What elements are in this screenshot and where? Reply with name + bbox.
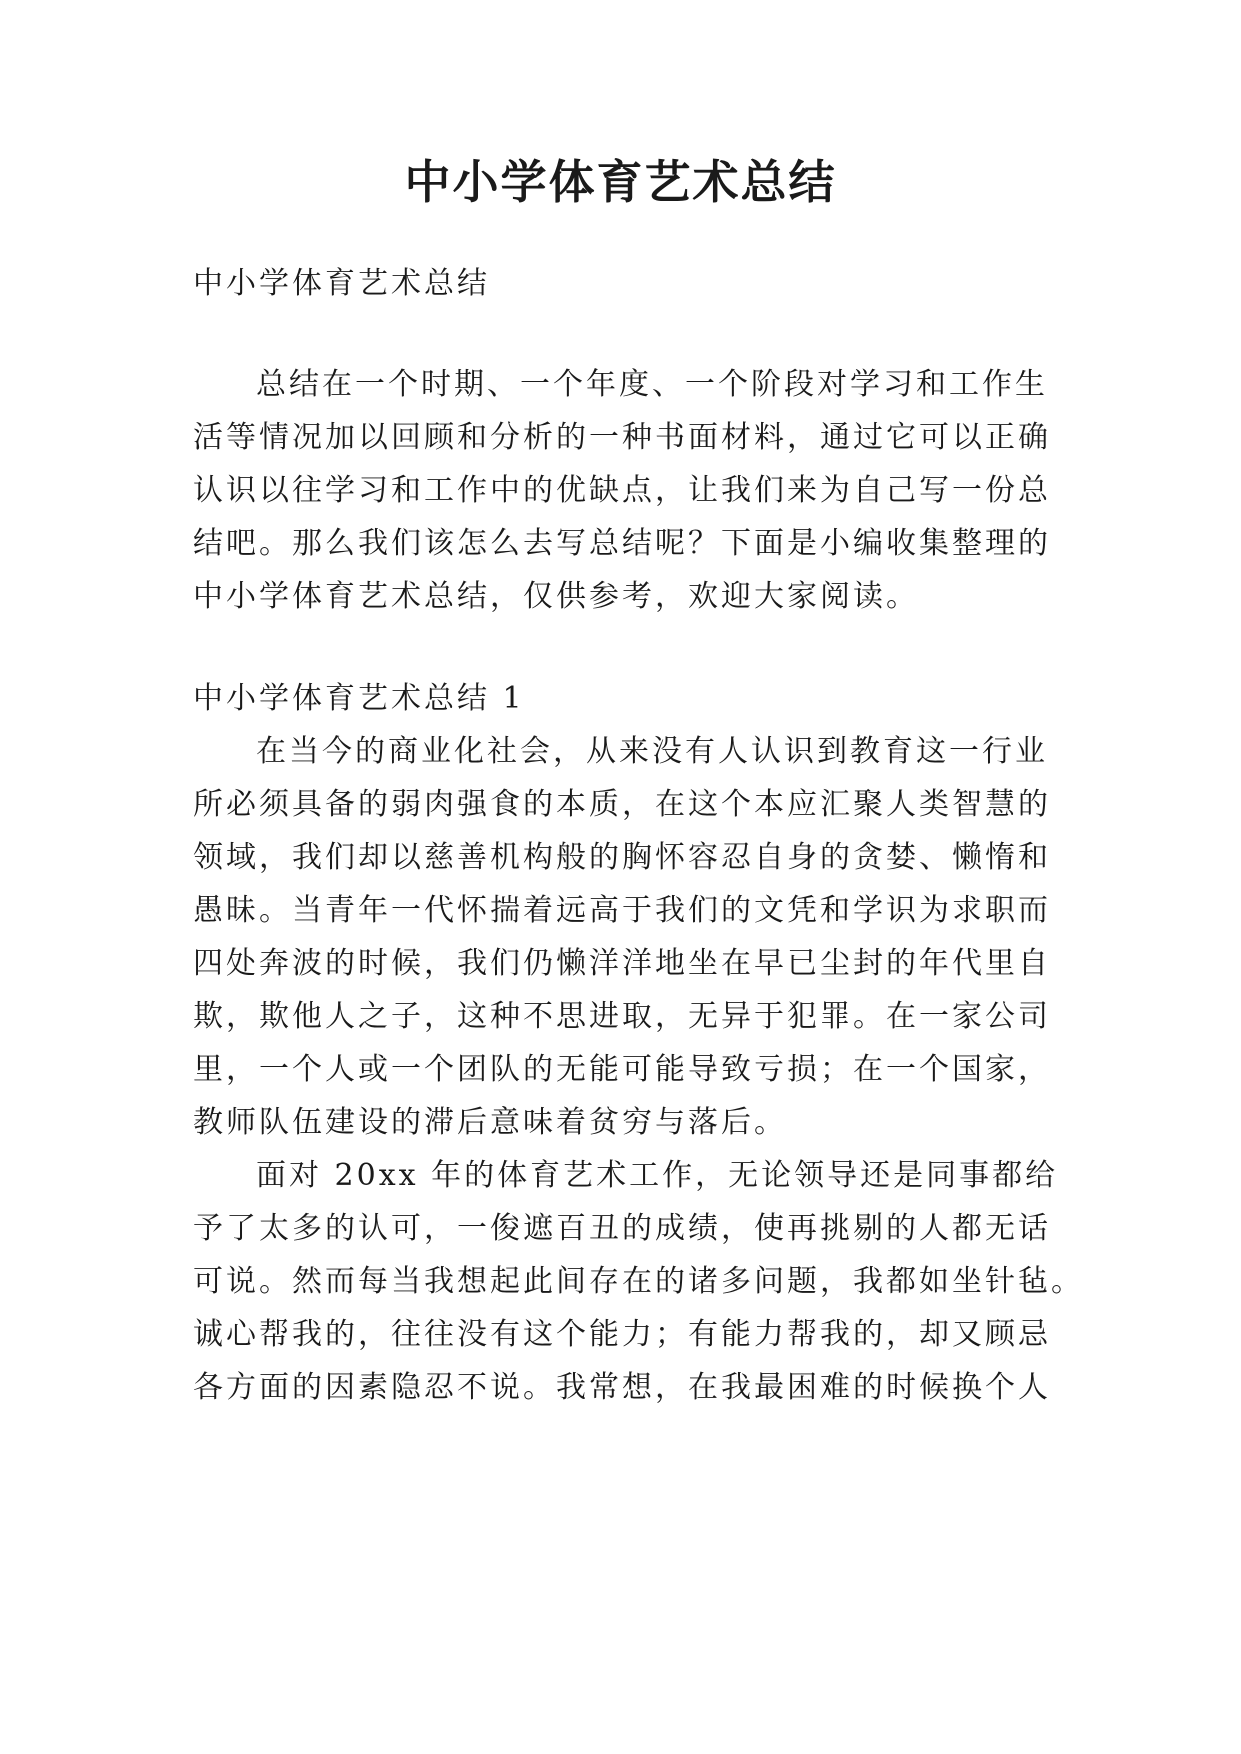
section-1-para-1-line-8: 教师队伍建设的滞后意味着贫穷与落后。 <box>193 1105 787 1140</box>
section-1-para-1-line-5: 四处奔波的时候，我们仍懒洋洋地坐在早已尘封的年代里自 <box>193 946 1051 981</box>
intro-line-4: 结吧。那么我们该怎么去写总结呢？下面是小编收集整理的 <box>193 526 1051 561</box>
section-1-para-1-line-7: 里，一个人或一个团队的无能可能导致亏损；在一个国家， <box>193 1052 1051 1087</box>
intro-line-5: 中小学体育艺术总结，仅供参考，欢迎大家阅读。 <box>193 579 919 614</box>
document-subtitle: 中小学体育艺术总结 <box>193 266 490 301</box>
section-1-para-1-line-6: 欺，欺他人之子，这种不思进取，无异于犯罪。在一家公司 <box>193 999 1051 1034</box>
intro-line-1: 总结在一个时期、一个年度、一个阶段对学习和工作生 <box>256 367 1048 402</box>
section-1-para-2-line-3: 可说。然而每当我想起此间存在的诸多问题，我都如坐针毡。 <box>193 1264 1084 1299</box>
section-1-para-2-line-2: 予了太多的认可，一俊遮百丑的成绩，使再挑剔的人都无话 <box>193 1211 1051 1246</box>
section-1-para-2-line-5: 各方面的因素隐忍不说。我常想，在我最困难的时候换个人 <box>193 1370 1051 1405</box>
section-1-para-2-line-4: 诚心帮我的，往往没有这个能力；有能力帮我的，却又顾忌 <box>193 1317 1051 1352</box>
section-1-para-1-line-1: 在当今的商业化社会，从来没有人认识到教育这一行业 <box>256 734 1048 769</box>
section-1-para-2-line-1: 面对 20xx 年的体育艺术工作，无论领导还是同事都给 <box>256 1158 1059 1193</box>
intro-line-3: 认识以往学习和工作中的优缺点，让我们来为自己写一份总 <box>193 473 1051 508</box>
section-1-para-1-line-3: 领域，我们却以慈善机构般的胸怀容忍自身的贪婪、懒惰和 <box>193 840 1051 875</box>
section-1-para-1-line-2: 所必须具备的弱肉强食的本质，在这个本应汇聚人类智慧的 <box>193 787 1051 822</box>
section-1-para-1-line-4: 愚昧。当青年一代怀揣着远高于我们的文凭和学识为求职而 <box>193 893 1051 928</box>
intro-line-2: 活等情况加以回顾和分析的一种书面材料，通过它可以正确 <box>193 420 1051 455</box>
document-title: 中小学体育艺术总结 <box>404 155 837 209</box>
section-1-heading: 中小学体育艺术总结 1 <box>193 681 525 716</box>
